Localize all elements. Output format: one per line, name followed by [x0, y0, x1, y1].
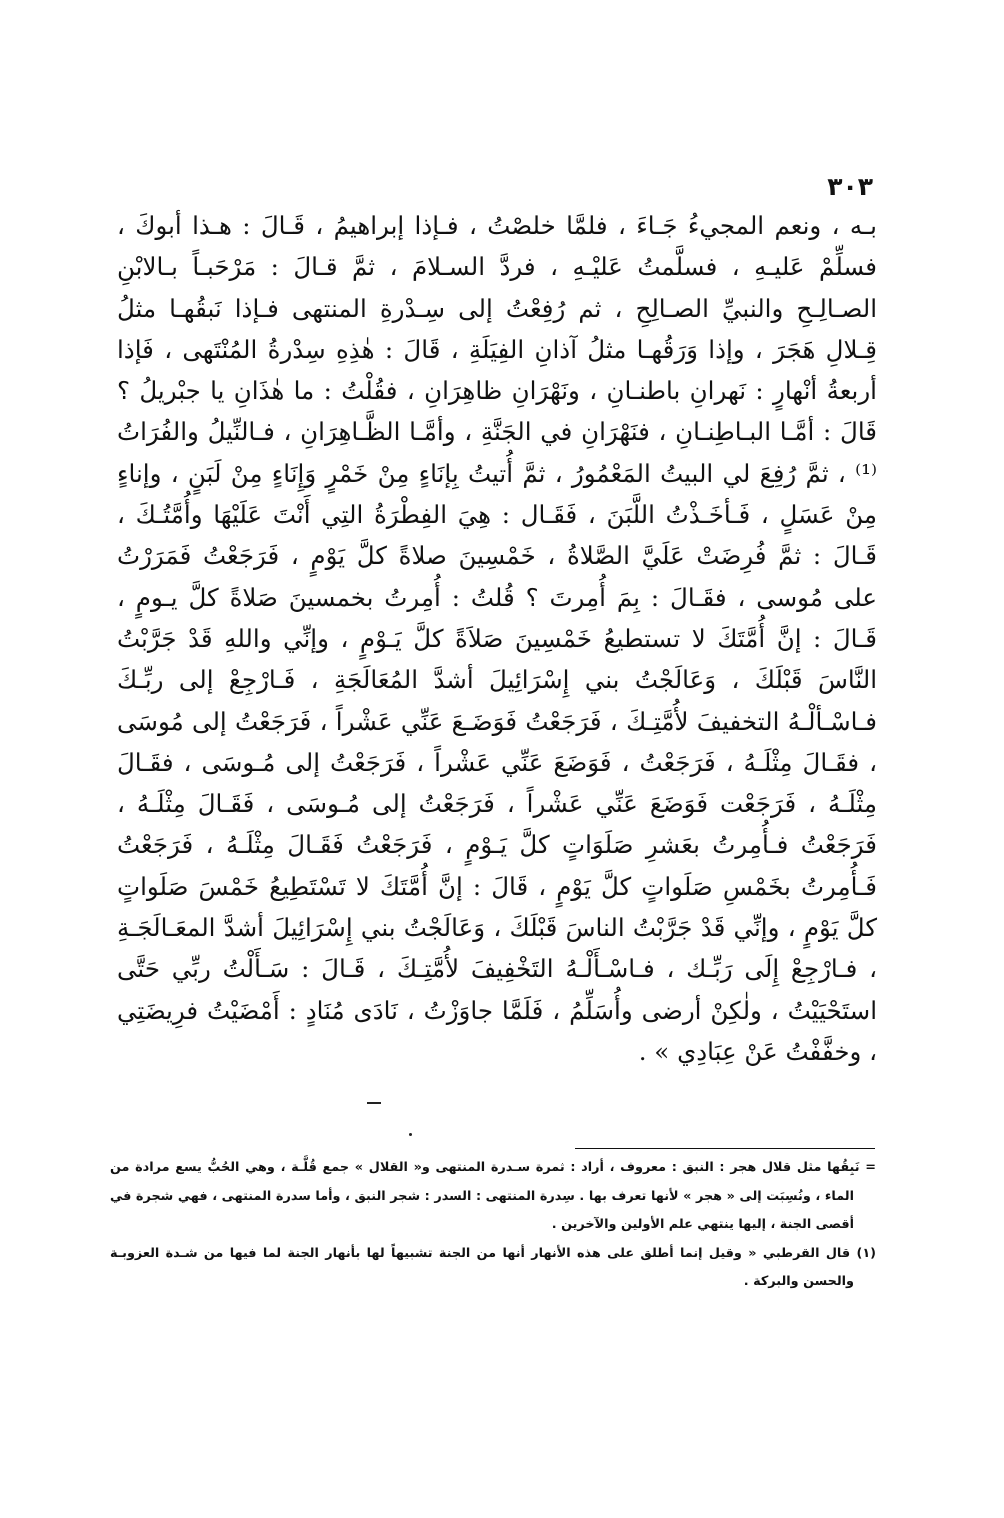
footnote-continued: = نَبِقُها مثل قلال هجر : النبق : معروف ، أراد : ثمرة سـدرة المنتهى و« القلال » جمع قُلَّـة ، وهي الحُبُّ يسع مرادة من الماء ، ونُسِبَت إلى « هجر » لأنها تعرف بها . سِدرة المنتهى : السدر : شجر النبق ، وأما سدرة المنتهى ، فهي شجرة في أقصى الجنة ، إليها ينتهي علم الأولين والآخرين . [110, 1160, 876, 1232]
footnote-1: (١) قال القرطبي « وقيل إنما أطلق على هذه الأنهار أنها من الجنة تشبيهاً لها بأنهار الجنة لما فيها من شـدة العزوبـة والحسن والبركة . [110, 1245, 876, 1289]
main-text-block [117, 205, 877, 1072]
footnote-separator [575, 1148, 875, 1149]
stray-mark [367, 1102, 381, 1104]
hadith-paragraph: بـه ، ونعم المجيءُ جَـاءَ ، فلمَّا خلصْتُ ، فـإذا إبراهيمُ ، قَـالَ : هـذا أبوكَ ، فسلِّمْ عَليـهِ ، فسلَّمتُ عَليْـهِ ، فردَّ السـلامَ ، ثمَّ قـالَ : مَرْحَبـاً بـالابْنِ الصـالِـحِ والنبيِّ الصـالِحِ ، ثم رُفِعْتُ إلى سِـدْرةِ المنتهى فـإذا نَبقُهـا مثلُ قِـلالِ هَجَرَ ، وإذا وَرَقُهـا مثلُ آذانِ الفِيَلَةِ ، قَالَ : هٰذِهِ سِدْرةُ المُنْتَهى ، فَإذا أربعةُ أنْهارٍ : نَهرانِ باطنـانِ ، ونَهْرَانِ ظاهِرَانِ ، فقُلْتُ : ما هٰذَانِ يا جبْريلُ ؟ قَالَ : أمَّـا البـاطِنـانِ ، فنَهْرَانِ في الجَنَّةِ ، وأمَّـا الظَّـاهِرَانِ ، فـالنِّيلُ والفُرَاتُ ⁽¹⁾ ، ثمَّ رُفِعَ لي البيتُ المَعْمُورُ ، ثمَّ أُتيتُ بِإنَاءٍ مِنْ خَمْرٍ وَإِنَاءٍ مِنْ لَبَنٍ ، وإناءٍ مِنْ عَسَلٍ ، فَـأخَـذْتُ اللَّبَنَ ، فَقَـال : هِيَ الفِطْرَةُ التِي أَنْتَ عَلَيْهَا وأُمَّتُـكَ ، قَـالَ : ثمَّ فُرِضَتْ عَلَيَّ الصَّلاةُ ، خَمْسِينَ صلاةً كلَّ يَوْمٍ ، فَرَجَعْتُ فَمَرَرْتُ على مُوسى ، فقَـالَ : بِمَ أُمِرتَ ؟ قُلتُ : أُمِرتُ بخمسينَ صَلاةً كلَّ يـومٍ ، قَـالَ : إنَّ أُمَّتَكَ لا تستطيعُ خَمْسِينَ صَلاَةً كلَّ يَـوْمٍ ، وإنِّي واللهِ قَدْ جَرَّبْتُ النَّاسَ قَبْلَكَ ، وَعَالَجْتُ بني إِسْرَائِيلَ أشدَّ المُعَالَجَةِ ، فَـارْجِعْ إلى ربِّـكَ فـاسْـألْـهُ التخفيفَ لأُمَّتِـكَ ، فَرَجَعْتُ فَوَضَـعَ عَنِّي عَشْراً ، فَرَجَعْتُ إلى مُوسَى ، فقَـالَ مِثْلَـهُ ، فَرَجَعْتُ ، فَوَضَعَ عَنِّي عَشْراً ، فَرَجَعْتُ إلى مُـوسَى ، فقَـالَ مِثْلَـهُ ، فَرَجَعْت فَوَضَعَ عَنِّي عَشْراً ، فَرَجَعْتُ إلى مُـوسَى ، فَقَـالَ مِثْلَـهُ ، فَرَجَعْتُ فـأُمِرتُ بعَشرِ صَلَوَاتٍ كلَّ يَـوْمٍ ، فَرَجَعْتُ فَقَـالَ مِثْلَـهُ ، فَرَجَعْتُ فَـأُمِرتُ بخَمْسِ صَلَواتٍ كلَّ يَوْمٍ ، قَالَ : إنَّ أُمَّتَكَ لا تَسْتَطِيعُ خَمْسَ صَلَواتٍ كلَّ يَوْمٍ ، وإنِّي قَدْ جَرَّبْتُ الناسَ قَبْلَكَ ، وَعَالَجْتُ بني إِسْرَائِيلَ أشدَّ المعَـالَجَـةِ ، فـارْجِعْ إِلَى رَبِّـك ، فـاسْـأَلْـهُ التَخْفِيفَ لأُمَّتِـكَ ، قَـالَ : سَـأَلْتُ ربِّي حَتَّى استَحْيَيْتُ ، ولٰكِنْ أرضى وأُسَلِّمُ ، فَلَمَّا جاوَزْتُ ، نَادَى مُنَادٍ : أَمْضَيْتُ فرِيضَتِي ، وخفَّفْتُ عَنْ عِبَادِي » . [117, 211, 877, 1066]
footnotes [110, 1154, 876, 1297]
stray-dot [409, 1133, 412, 1136]
page-number: ٣٠٣ [827, 172, 873, 201]
